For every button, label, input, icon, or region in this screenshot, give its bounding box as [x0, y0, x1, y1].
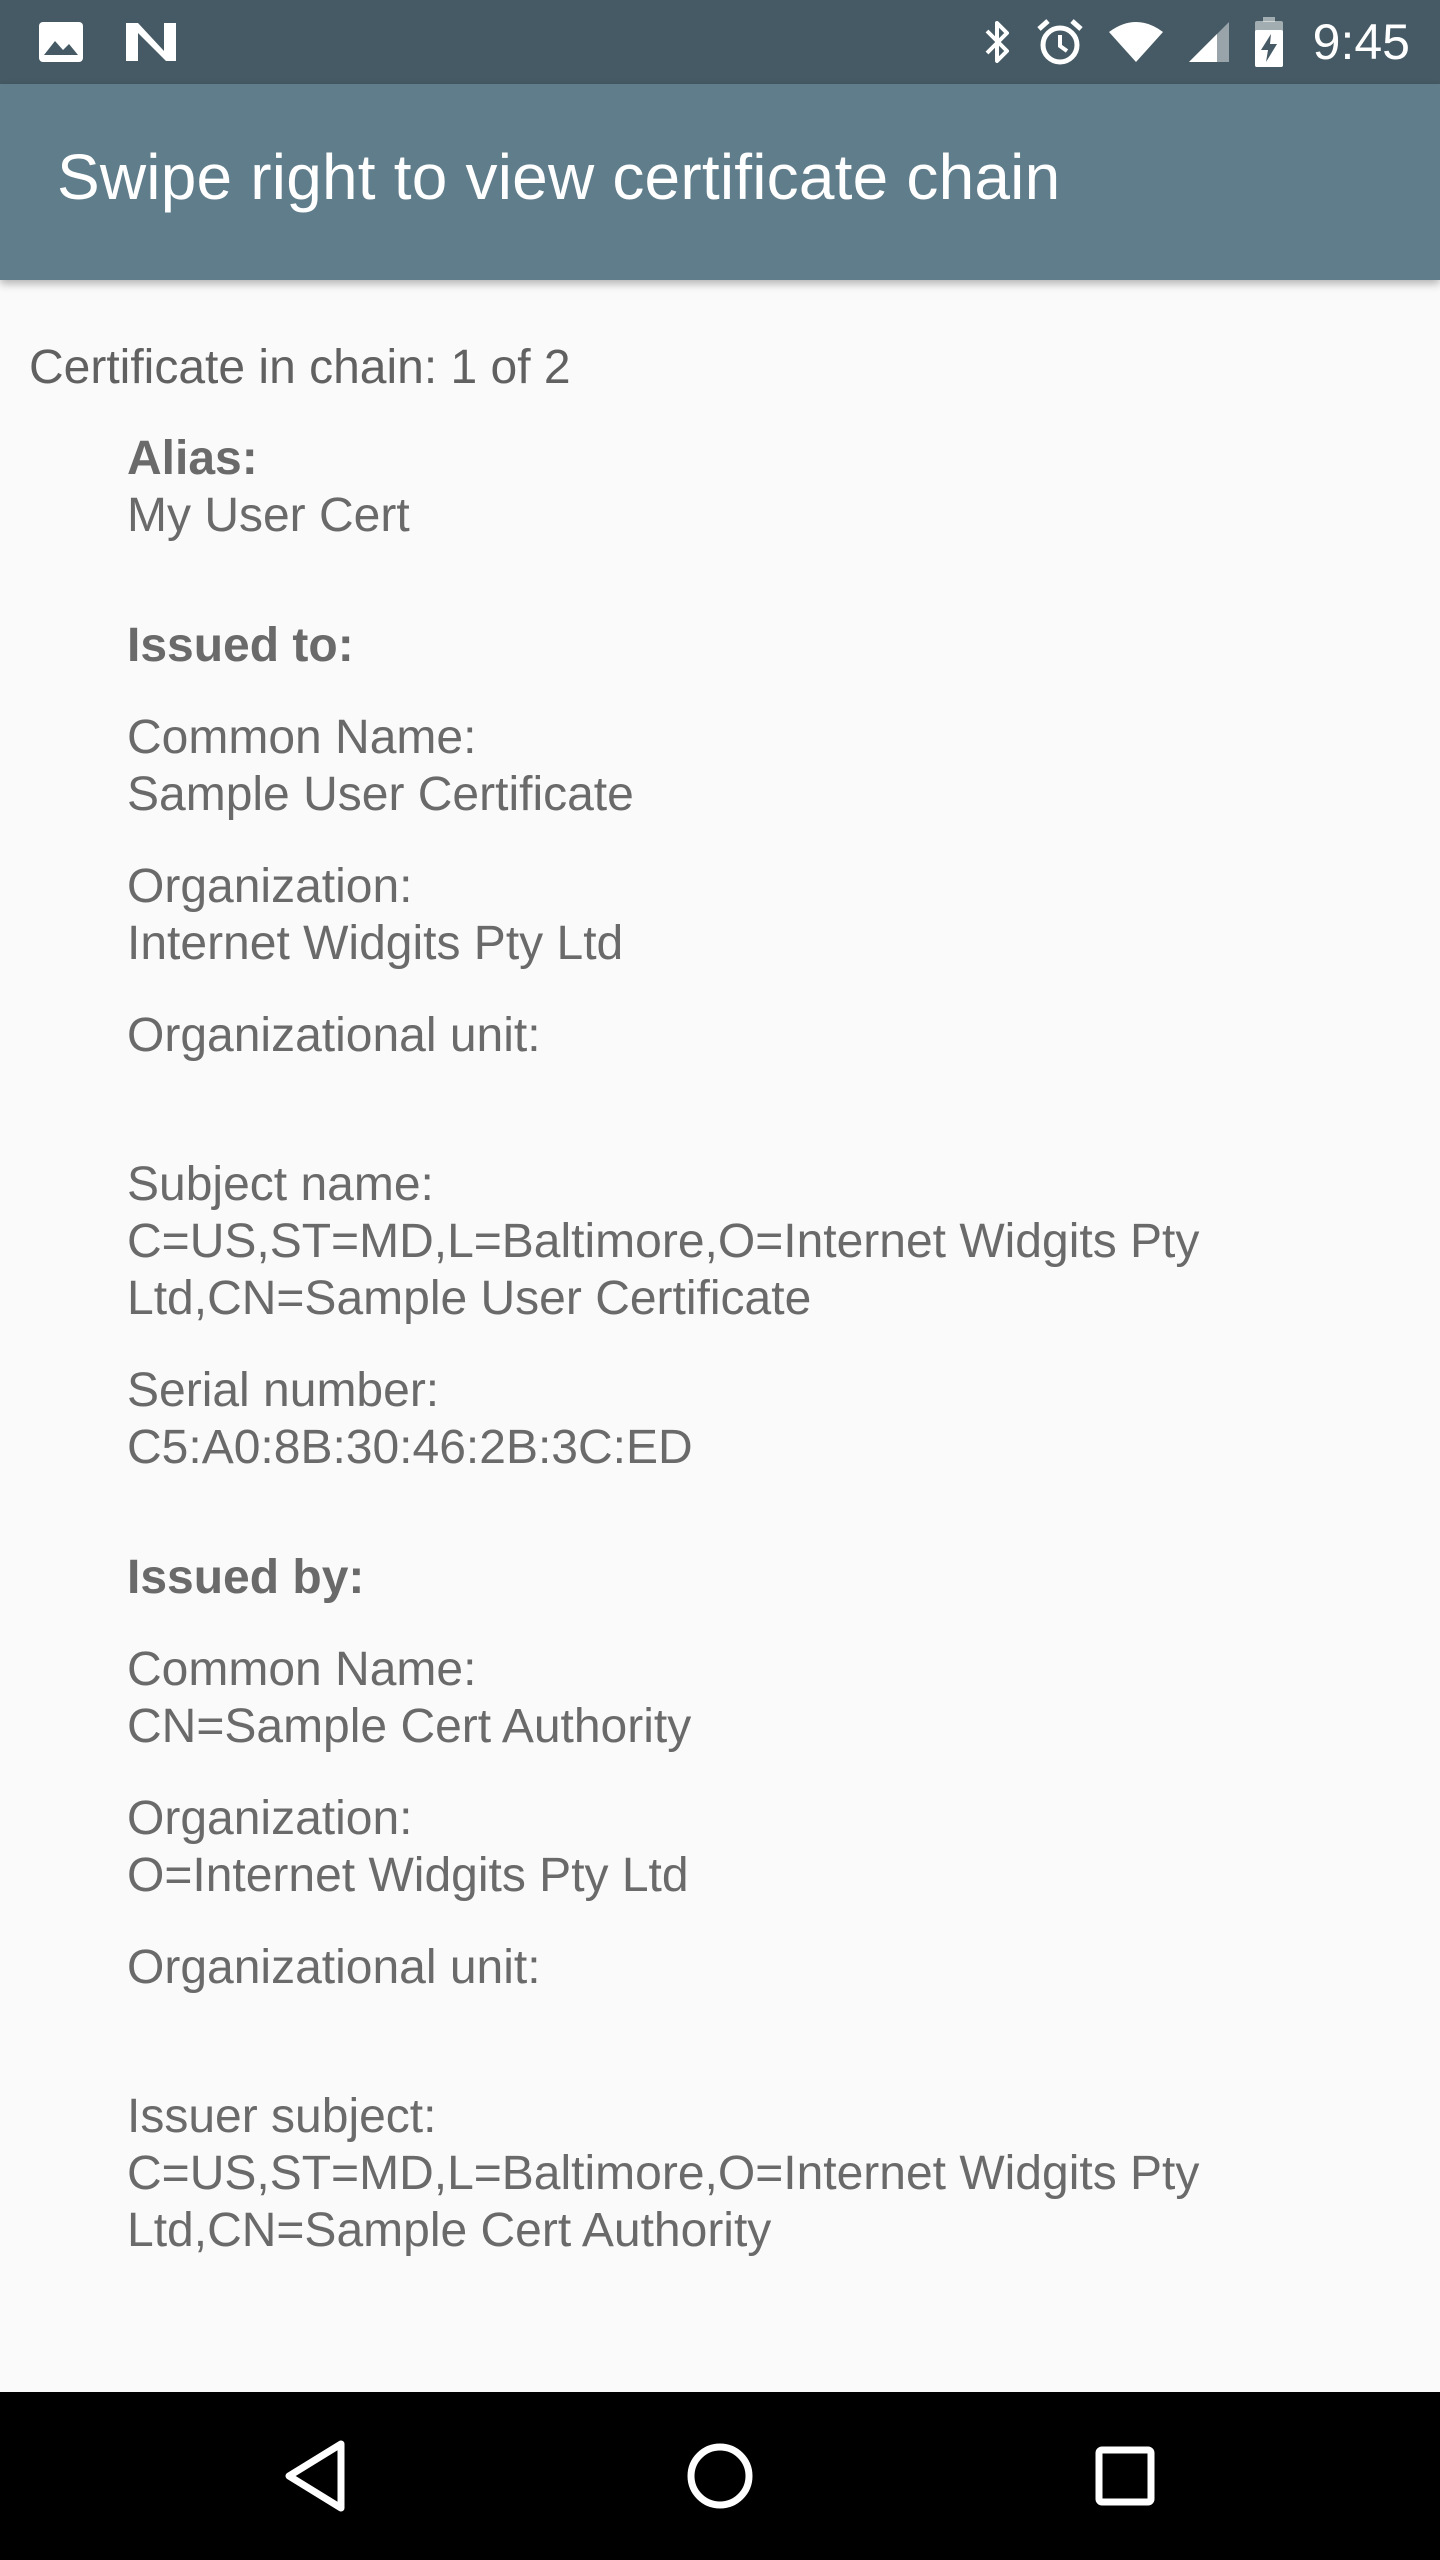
status-bar-right	[983, 12, 1410, 72]
alias-value: My User Cert	[127, 489, 410, 542]
issuer-org-unit-value	[127, 1996, 1307, 2053]
recents-icon	[1093, 2444, 1157, 2508]
alarm-icon	[1035, 17, 1085, 67]
issued-to-org-unit	[127, 1007, 1307, 1121]
navigation-bar	[0, 2392, 1440, 2560]
issuer-common-name-value: CN=Sample Cert Authority	[127, 1700, 692, 1753]
issuer-subject-label: Issuer subject:	[127, 2090, 437, 2143]
back-icon	[281, 2438, 351, 2514]
subject-name-label: Subject name:	[127, 1158, 434, 1211]
common-name-value: Sample User Certificate	[127, 768, 634, 821]
issued-to-organization	[127, 858, 1307, 972]
organization-value: Internet Widgits Pty Ltd	[127, 917, 624, 970]
status-bar-left	[38, 18, 178, 66]
certificate-details	[127, 430, 1307, 2259]
issued-by-org-unit	[127, 1939, 1307, 2053]
issuer-common-name-label: Common Name:	[127, 1643, 477, 1696]
serial-number-label: Serial number:	[127, 1364, 440, 1417]
issued-to-common-name	[127, 709, 1307, 823]
recents-button[interactable]	[1085, 2436, 1165, 2516]
wifi-icon	[1107, 20, 1165, 64]
status-bar	[0, 0, 1440, 84]
app-bar-title: Swipe right to view certificate chain	[57, 141, 1061, 213]
organization-label: Organization:	[127, 860, 413, 913]
app-bar	[0, 84, 1440, 280]
org-unit-label: Organizational unit:	[127, 1009, 541, 1062]
status-bar-time: 9:45	[1312, 14, 1410, 70]
issuer-organization-label: Organization:	[127, 1792, 413, 1845]
alias-field	[127, 430, 1307, 544]
chain-counter: Certificate in chain: 1 of 2	[29, 341, 571, 394]
back-button[interactable]	[276, 2436, 356, 2516]
common-name-label: Common Name:	[127, 711, 477, 764]
issuer-organization-value: O=Internet Widgits Pty Ltd	[127, 1849, 689, 1902]
issuer-org-unit-label: Organizational unit:	[127, 1941, 541, 1994]
issued-by-organization	[127, 1790, 1307, 1904]
issued-by-common-name	[127, 1641, 1307, 1755]
org-unit-value	[127, 1064, 1307, 1121]
alias-label: Alias:	[127, 432, 258, 485]
issued-to-subject-name	[127, 1156, 1307, 1327]
issued-by-heading: Issued by:	[127, 1551, 365, 1604]
cell-signal-icon	[1187, 20, 1231, 64]
n-logo-icon	[124, 21, 178, 63]
subject-name-value: C=US,ST=MD,L=Baltimore,O=Internet Widgits Pty Ltd,CN=Sample User Certificate	[127, 1215, 1200, 1325]
bluetooth-icon	[983, 17, 1013, 67]
home-icon	[684, 2440, 756, 2512]
battery-charging-icon	[1253, 16, 1285, 68]
serial-number-value: C5:A0:8B:30:46:2B:3C:ED	[127, 1421, 693, 1474]
home-button[interactable]	[680, 2436, 760, 2516]
issued-to-heading: Issued to:	[127, 619, 354, 672]
issuer-subject-field	[127, 2088, 1307, 2259]
issued-to-serial-number	[127, 1362, 1307, 1476]
issuer-subject-value: C=US,ST=MD,L=Baltimore,O=Internet Widgits Pty Ltd,CN=Sample Cert Authority	[127, 2147, 1200, 2257]
image-icon	[38, 21, 84, 63]
certificate-details-pager[interactable]	[0, 280, 1440, 2392]
